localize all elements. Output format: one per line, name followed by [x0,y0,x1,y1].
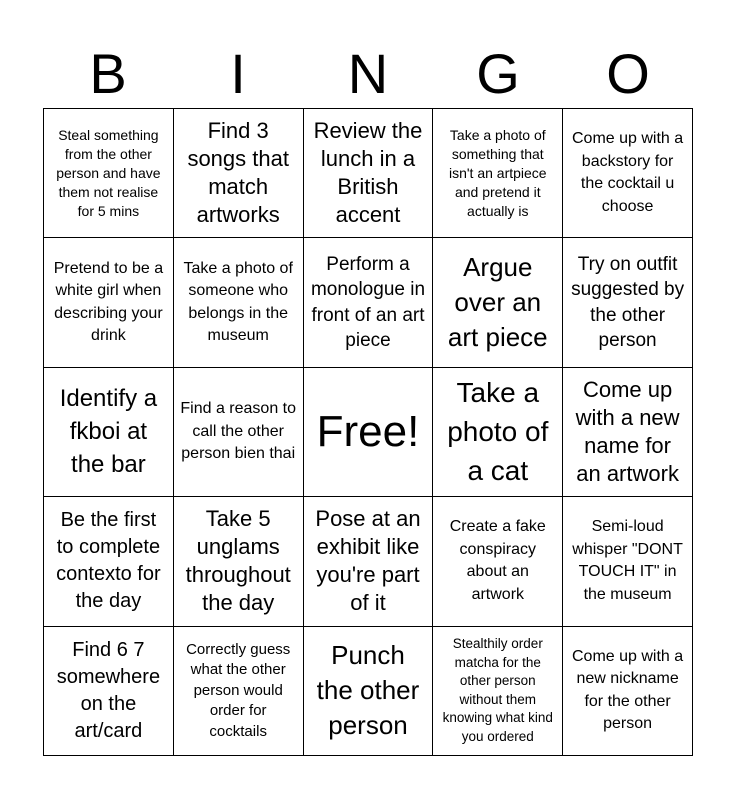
bingo-cell-text: Take a photo of someone who belongs in the museum [183,259,293,345]
bingo-cell-r4-c2[interactable] [174,497,304,626]
bingo-cell-r2-c5[interactable] [563,238,693,367]
bingo-cell-text: Pose at an exhibit like you're part of it [315,506,421,616]
bingo-cell-free[interactable] [304,368,434,497]
bingo-cell-text: Come up with a backstory for the cocktail u choose [572,130,684,215]
bingo-cell-text: Perform a monologue in front of an art piece [310,253,426,352]
bingo-cell-r3-c1[interactable] [44,368,174,497]
bingo-cell-text: Take a photo of a cat [447,377,549,487]
bingo-grid [43,108,693,756]
bingo-cell-text: Review the lunch in a British accent [313,118,423,228]
bingo-cell-r2-c3[interactable] [304,238,434,367]
bingo-cell-r2-c4[interactable] [433,238,563,367]
bingo-cell-text: Try on outfit suggested by the other person [571,253,685,352]
bingo-cell-text: Steal something from the other person and have them not realise for 5 mins [56,126,161,219]
free-space-text: Free! [316,406,420,456]
bingo-cell-r3-c2[interactable] [174,368,304,497]
bingo-cell-text: Correctly guess what the other person would order for cocktails [186,640,291,740]
bingo-cell-text: Stealthily order matcha for the other person without them knowing what kind you ordered [442,636,553,744]
header-letter-n: N [347,42,389,105]
bingo-cell-text: Punch the other person [316,640,420,741]
bingo-cell-text: Come up with a new nickname for the other person [572,647,684,733]
bingo-cell-text: Be the first to complete contexto for the day [56,509,161,613]
bingo-cell-r5-c3[interactable] [304,627,434,756]
bingo-cell-r1-c5[interactable] [563,109,693,238]
bingo-cell-r2-c1[interactable] [44,238,174,367]
bingo-cell-r4-c1[interactable] [44,497,174,626]
bingo-cell-text: Pretend to be a white girl when describing your drink [53,259,164,345]
bingo-cell-r1-c3[interactable] [304,109,434,238]
bingo-cell-r2-c2[interactable] [174,238,304,367]
header-letter-i: I [230,42,246,105]
bingo-cell-r5-c2[interactable] [174,627,304,756]
bingo-cell-text: Take a photo of something that isn't an artpiece and pretend it actually is [448,126,547,219]
bingo-cell-r1-c2[interactable] [174,109,304,238]
header-letter-b: B [89,42,127,105]
bingo-cell-text: Argue over an art piece [447,252,548,353]
bingo-cell-r4-c5[interactable] [563,497,693,626]
bingo-cell-r5-c1[interactable] [44,627,174,756]
bingo-cell-r5-c4[interactable] [433,627,563,756]
bingo-cell-r1-c4[interactable] [433,109,563,238]
bingo-cell-r4-c3[interactable] [304,497,434,626]
bingo-cell-text: Find 3 songs that match artworks [187,118,289,228]
bingo-cell-text: Identify a fkboi at the bar [59,385,158,479]
bingo-cell-text: Semi-loud whisper "DONT TOUCH IT" in the museum [572,518,683,603]
bingo-cell-r1-c1[interactable] [44,109,174,238]
bingo-cell-r4-c4[interactable] [433,497,563,626]
bingo-cell-r3-c5[interactable] [563,368,693,497]
bingo-cell-text: Find 6 7 somewhere on the art/card [56,638,161,742]
bingo-cell-text: Come up with a new name for an artwork [575,376,680,486]
bingo-cell-text: Find a reason to call the other person bien thai [180,400,296,463]
bingo-header [43,40,693,108]
bingo-cell-r5-c5[interactable] [563,627,693,756]
header-letter-g: G [476,42,520,105]
header-letter-o: O [606,42,650,105]
bingo-cell-text: Create a fake conspiracy about an artwork [449,518,546,603]
bingo-cell-r3-c4[interactable] [433,368,563,497]
bingo-cell-text: Take 5 unglams throughout the day [185,506,291,616]
